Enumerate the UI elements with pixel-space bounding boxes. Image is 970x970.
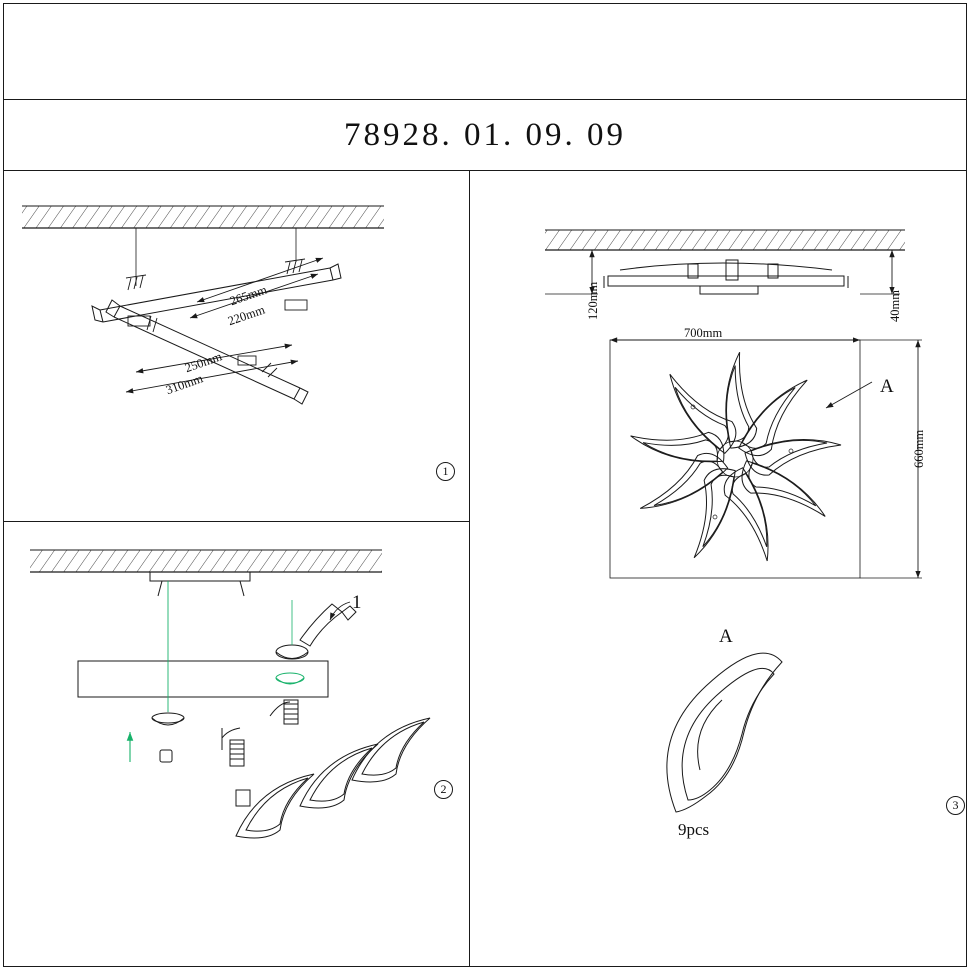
detail-marker-a: A (880, 376, 894, 397)
page-title: 78928. 01. 09. 09 (344, 116, 626, 153)
panel-divider-horizontal (4, 521, 469, 522)
panel-divider-vertical (469, 171, 470, 967)
step-number-2: 2 (434, 780, 453, 799)
dim-220mm: 220mm (226, 302, 267, 329)
dim-265mm: 265mm (228, 282, 269, 309)
callout-1: 1 (352, 592, 362, 613)
dim-310mm: 310mm (164, 371, 205, 398)
detail-letter-a: A (719, 626, 733, 647)
dim-120mm: 120mm (586, 281, 600, 320)
title-block (4, 99, 966, 171)
dim-250mm: 250mm (183, 349, 224, 376)
step-number-1: 1 (436, 462, 455, 481)
dim-660mm: 660mm (912, 429, 926, 468)
dim-700mm: 700mm (684, 326, 723, 340)
dim-40mm: 40mm (888, 290, 902, 322)
piece-count: 9pcs (678, 820, 710, 839)
step-number-3: 3 (946, 796, 965, 815)
